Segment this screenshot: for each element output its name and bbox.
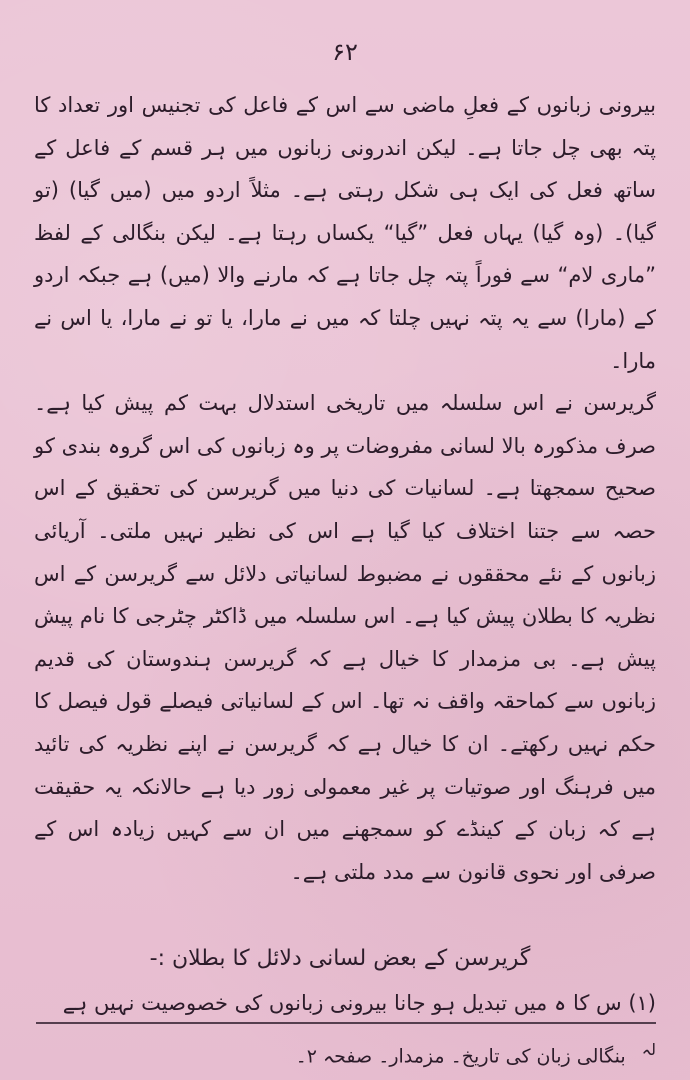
page-number: ۶۲ xyxy=(332,38,358,66)
footnote xyxy=(34,1036,656,1070)
main-text xyxy=(34,84,656,893)
footnote-text: بنگالی زبان کی تاریخ۔ مزمدار۔ صفحہ ۲۔ xyxy=(295,1045,626,1068)
paragraph-1: بیرونی زبانوں کے فعلِ ماضی سے اس کے فاعل کی تجنیس اور تعداد کا پتہ بھی چل جاتا ہے۔ لیکن اندرونی زبانوں میں ہر قسم کے فاعل کے ساتھ فعل کی ایک ہی شکل رہتی ہے۔ مثلاً اردو میں (میں گیا) (تو گیا)۔ (وہ گیا) یہاں فعل ”گیا“ یکساں رہتا ہے۔ لیکن بنگالی کے لفظ ”ماری لام“ سے فوراً پتہ چل جاتا ہے کہ مارنے والا (میں) ہے جبکہ اردو کے (مارا) سے یہ پتہ نہیں چلتا کہ میں نے مارا، یا تو نے مارا، یا اس نے مارا۔ xyxy=(34,93,656,373)
paragraph-2: گریرسن نے اس سلسلہ میں تاریخی استدلال بہت کم پیش کیا ہے۔ صرف مذکورہ بالا لسانی مفروضات پر وہ زبانوں کی اس گروہ بندی کو صحیح سمجھتا ہے۔ لسانیات کی دنیا میں گریرسن کی تحقیق کے اس حصہ سے جتنا اختلاف کیا گیا ہے اس کی نظیر نہیں ملتی۔ آریائی زبانوں کے نئے محققوں نے مضبوط لسانیاتی دلائل سے گریرسن کے اس نظریہ کا بطلان پیش کیا ہے۔ اس سلسلہ میں ڈاکٹر چٹرجی کا نام پیش پیش ہے۔ بی مزمدار کا خیال ہے کہ گریرسن ہندوستان کی قدیم زبانوں سے کماحقہ واقف نہ تھا۔ اس کے لسانیاتی فیصلے قول فیصل کا حکم نہیں رکھتے۔ ان کا خیال ہے کہ گریرسن نے اپنے نظریہ کی تائید میں فرہنگ اور صوتیات پر غیر معمولی زور دیا ہے حالانکہ یہ حقیقت ہے کہ زبان کے کینڈے کو سمجھنے میں ان سے کہیں زیادہ اس کے صرفی اور نحوی قانون سے مدد ملتی ہے۔ xyxy=(34,391,656,884)
footnote-marker: لہ xyxy=(641,1040,656,1059)
numbered-point: (۱) س کا ہ میں تبدیل ہو جانا بیرونی زبانوں کی خصوصیت نہیں ہے xyxy=(62,991,656,1015)
section-heading: گریرسن کے بعض لسانی دلائل کا بطلان :- xyxy=(149,946,531,971)
footnote-divider xyxy=(36,1022,656,1024)
